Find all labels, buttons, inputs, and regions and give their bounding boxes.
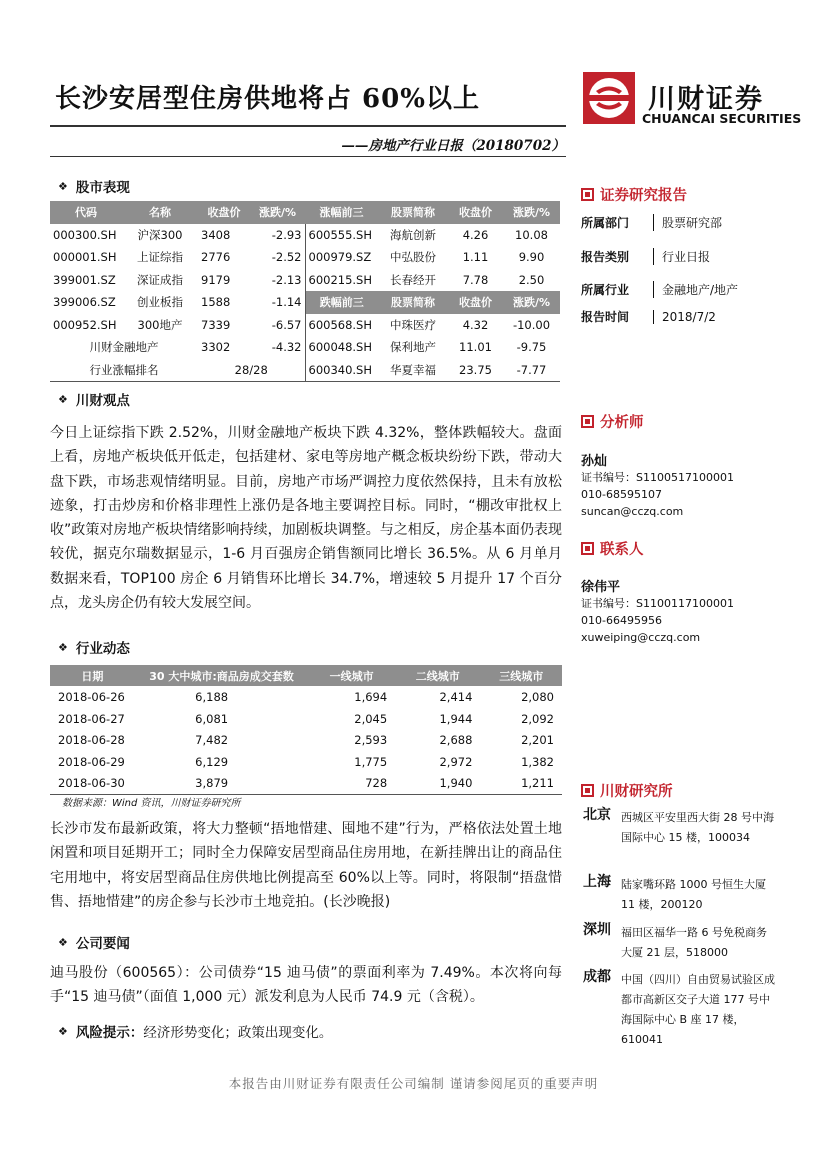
section-view-heading: ❖ 川财观点 — [58, 392, 130, 409]
meta-report-type: 报告类别 行业日报 — [581, 250, 711, 264]
meta-industry: 所属行业 金融地产/地产 — [581, 283, 739, 297]
diamond-bullet-icon: ❖ — [58, 392, 68, 406]
risk-label: 风险提示： — [75, 1025, 144, 1041]
section-industry-heading: ❖ 行业动态 — [58, 640, 130, 657]
diamond-bullet-icon: ❖ — [58, 179, 68, 193]
data-source-note: 数据来源：Wind 资讯，川财证券研究所 — [62, 798, 241, 809]
square-bullet-icon — [581, 784, 594, 797]
office-city-beijing: 北京 — [583, 807, 611, 823]
contact-phone: 010-66495956 — [581, 614, 662, 627]
diamond-bullet-icon: ❖ — [58, 935, 68, 949]
company-logo-icon — [583, 72, 635, 124]
table-row: 2018-06-27 6,081 2,045 1,944 2,092 — [58, 711, 554, 726]
analyst-email[interactable]: suncan@cczq.com — [581, 505, 684, 518]
industry-table-header: 日期 30 大中城市:商品房成交套数 一线城市 二线城市 三线城市 — [50, 665, 562, 686]
industry-table — [50, 665, 562, 795]
analyst-phone: 010-68595107 — [581, 488, 662, 501]
header-divider-top — [50, 125, 566, 127]
office-city-chengdu: 成都 — [583, 969, 611, 985]
contact-cert: 证书编号：S1100117100001 — [581, 597, 734, 610]
office-address-shenzhen: 福田区福华一路 6 号免税商务大厦 21 层，518000 — [621, 926, 767, 959]
sidebar-institute-heading: 川财研究所 — [581, 780, 673, 801]
page-footer-disclaimer: 本报告由川财证券有限责任公司编制 谨请参阅尾页的重要声明 — [228, 1076, 599, 1091]
square-bullet-icon — [581, 542, 594, 555]
square-bullet-icon — [581, 188, 594, 201]
sidebar-report-heading: 证券研究报告 — [581, 184, 687, 205]
table-row: 2018-06-28 7,482 2,593 2,688 2,201 — [58, 733, 554, 748]
section-company-heading: ❖ 公司要闻 — [58, 935, 130, 952]
sidebar-analyst-heading: 分析师 — [581, 411, 644, 432]
market-table — [50, 201, 560, 382]
table-row: 2018-06-30 3,879 728 1,940 1,211 — [50, 773, 562, 795]
office-city-shanghai: 上海 — [583, 874, 611, 890]
analyst-name: 孙灿 — [581, 454, 608, 469]
contact-email[interactable]: xuweiping@cczq.com — [581, 631, 701, 644]
page-title: 长沙安居型住房供地将占 60%以上 — [55, 84, 480, 114]
meta-report-date: 报告时间 2018/7/2 — [581, 309, 716, 324]
view-paragraph: 今日上证综指下跌 2.52%，川财金融地产板块下跌 4.32%，整体跌幅较大。盘面上看，房地产板块低开低走，包括建材、家电等房地产概念板块纷纷下跌，带动大盘下跌，市场悲观情绪明显。目前，房地产市场严调控力度依然保持，且未有放松迹象，打击炒房和价格非理性上涨仍是各地主要调控目标。同时，“棚改审批权上收”政策对房地产板块情绪影响持续，加剧板块调整。与之相反，房企基本面仍表现较优，据克尔瑞数据显示，1-6 月百强房企销售额同比增长 36.5%。从 6 月单月数据来看，TOP100 房企 6 月销售环比增长 34.7%，增速较 5 月提升 17 个百分点，龙头房企仍有较大发展空间。 — [50, 425, 562, 612]
report-subtitle: ——房地产行业日报（20180702） — [341, 138, 565, 154]
table-row: 399001.SZ 深证成指 9179 -2.13 600215.SH 长春经开 7.78 2.50 — [50, 269, 560, 292]
office-address-shanghai: 陆家嘴环路 1000 号恒生大厦 11 楼，200120 — [621, 878, 766, 911]
square-bullet-icon — [581, 415, 594, 428]
diamond-bullet-icon: ❖ — [58, 640, 68, 654]
industry-paragraph: 长沙市发布最新政策，将大力整顿“捂地惜建、囤地不建”行为，严格依法处置土地闲置和项目延期开工；同时全力保障安居型商品住房用地，在新挂牌出让的商品住宅用地中，将安居型商品住房供地比例提高至 60%以上等。同时，将限制“捂盘惜售、捂地惜建”的房企参与长沙市土地竞拍。(长沙晚报) — [50, 821, 562, 910]
section-market-heading: ❖ 股市表现 — [58, 179, 130, 196]
table-row: 行业涨幅排名 28/28 600340.SH 华夏幸福 23.75 -7.77 — [50, 359, 560, 382]
office-city-shenzhen: 深圳 — [583, 922, 611, 938]
table-row: 000001.SH 上证综指 2776 -2.52 000979.SZ 中弘股份 1.11 9.90 — [50, 246, 560, 269]
table-row: 000952.SH 300地产 7339 -6.57 600568.SH 中珠医疗 4.32 -10.00 — [50, 314, 560, 337]
market-table-header: 代码 名称 收盘价 涨跌/% 涨幅前三 股票简称 收盘价 涨跌/% — [50, 201, 560, 224]
risk-text: 经济形势变化；政策出现变化。 — [143, 1025, 333, 1041]
company-paragraph: 迪马股份（600565）：公司债券“15 迪马债”的票面利率为 7.49%。本次将向每手“15 迪马债”（面值 1,000 元）派发利息为人民币 74.9 元（含税）。 — [50, 965, 562, 1006]
header-divider-bottom — [50, 156, 566, 157]
table-row: 川财金融地产 3302 -4.32 600048.SH 保利地产 11.01 -9.75 — [50, 336, 560, 359]
office-address-beijing: 西城区平安里西大街 28 号中海国际中心 15 楼，100034 — [621, 811, 774, 844]
table-row: 399006.SZ 创业板指 1588 -1.14 跌幅前三 股票简称 收盘价 涨跌/% — [50, 291, 560, 314]
company-name-cn: 川财证券 — [648, 84, 764, 115]
diamond-bullet-icon: ❖ — [58, 1024, 68, 1038]
analyst-cert: 证书编号：S1100517100001 — [581, 471, 734, 484]
sidebar-contact-heading: 联系人 — [581, 538, 644, 559]
meta-department: 所属部门 股票研究部 — [581, 216, 723, 230]
table-row: 000300.SH 沪深300 3408 -2.93 600555.SH 海航创新 4.26 10.08 — [50, 224, 560, 247]
office-address-chengdu: 中国（四川）自由贸易试验区成都市高新区交子大道 177 号中海国际中心 B 座 17 楼，610041 — [621, 973, 775, 1046]
risk-line — [58, 1021, 332, 1041]
company-name-en: CHUANCAI SECURITIES — [642, 111, 802, 126]
table-row: 2018-06-29 6,129 1,775 2,972 1,382 — [58, 754, 554, 769]
contact-name: 徐伟平 — [581, 580, 621, 595]
table-row: 2018-06-26 6,188 1,694 2,414 2,080 — [58, 689, 554, 704]
